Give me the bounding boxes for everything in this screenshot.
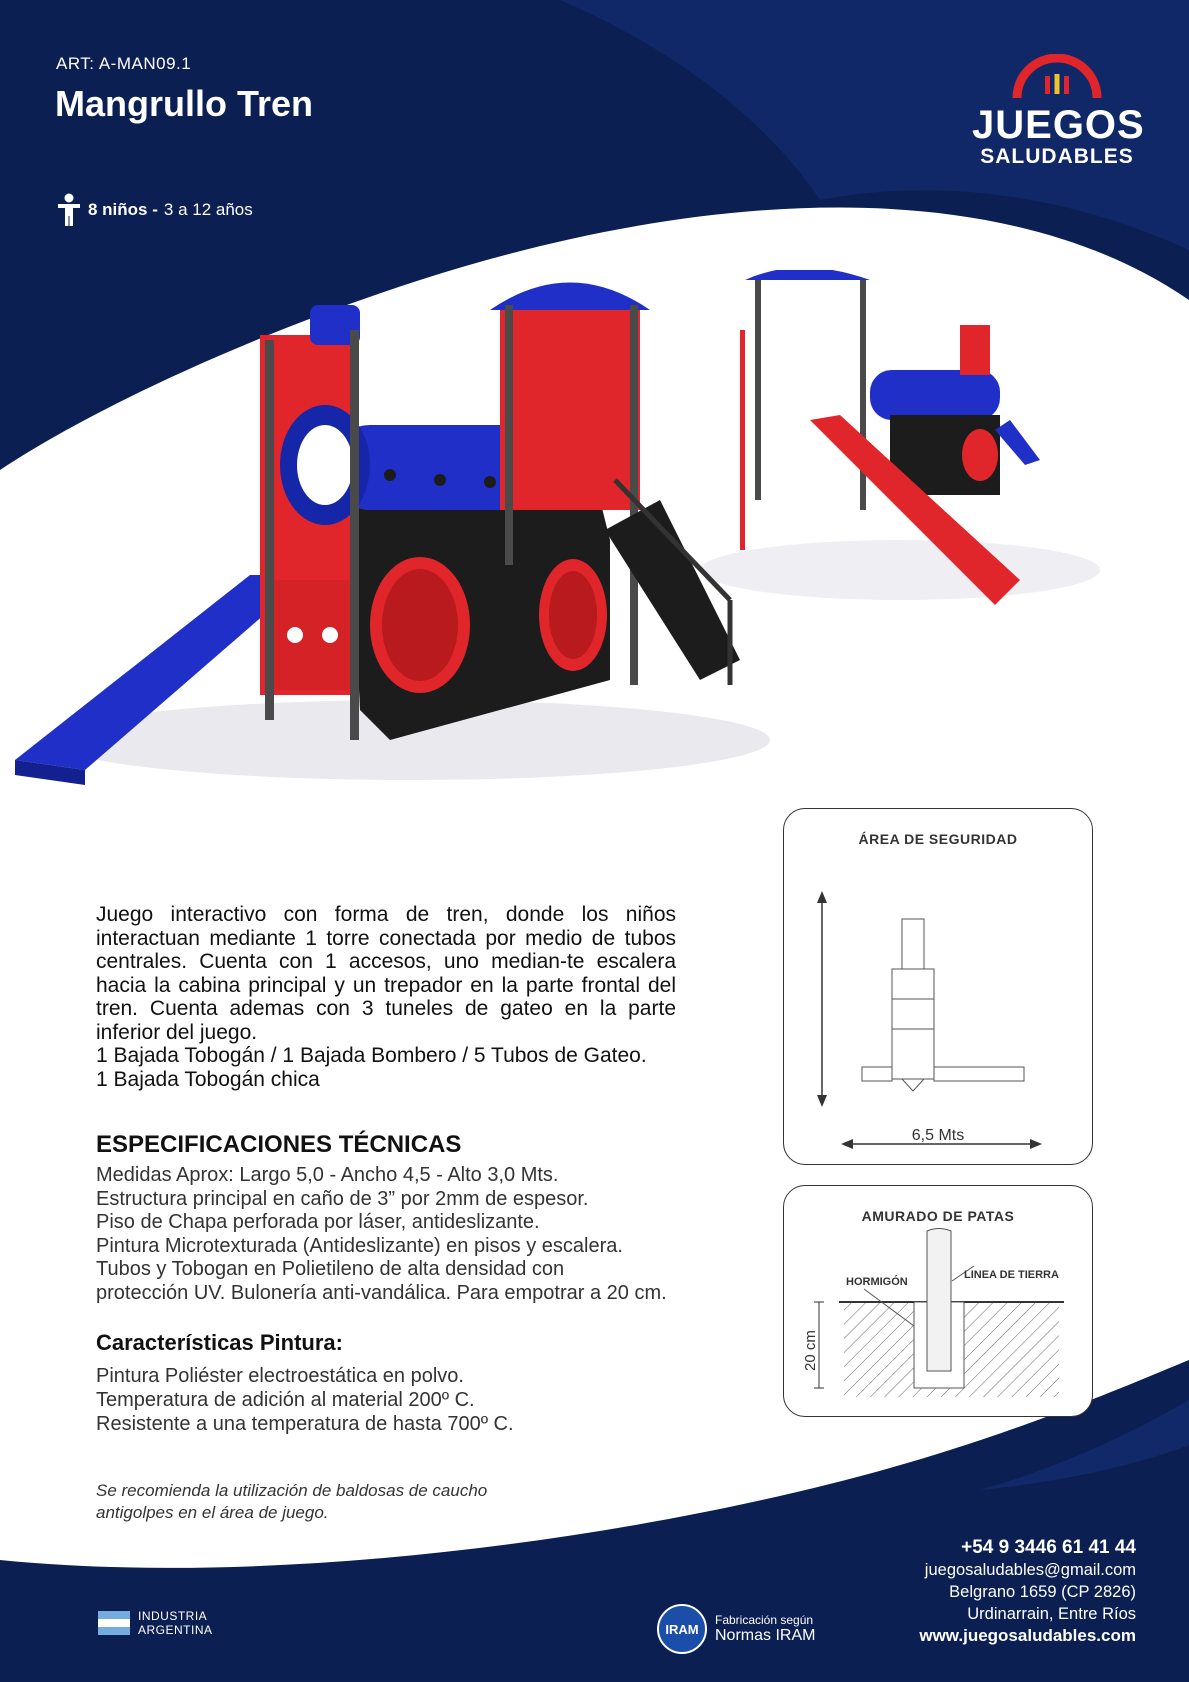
kids-count: 8 niños - bbox=[88, 200, 158, 219]
industry-badge bbox=[98, 1609, 213, 1637]
article-code bbox=[56, 54, 191, 74]
anchoring-diagram bbox=[783, 1185, 1093, 1417]
contact-info bbox=[860, 1537, 1136, 1647]
address-line-2: Urdinarrain, Entre Ríos bbox=[967, 1605, 1136, 1623]
specs-list bbox=[96, 1164, 696, 1305]
paint-list bbox=[96, 1364, 514, 1436]
spec-line: Pintura Microtexturada (Antideslizante) en pisos y escalera. bbox=[96, 1234, 623, 1257]
age-range: 3 a 12 años bbox=[163, 200, 253, 219]
product-illustration bbox=[10, 270, 1130, 830]
logo-line-1: JUEGOS bbox=[972, 103, 1145, 147]
safety-area-diagram bbox=[783, 808, 1093, 1165]
iram-logo-icon: IRAM bbox=[657, 1604, 707, 1654]
iram-badge bbox=[657, 1604, 815, 1654]
paint-heading: Características Pintura: bbox=[96, 1330, 343, 1355]
article-label: ART: bbox=[56, 54, 95, 73]
note-line-1: Se recomienda la utilización de baldosas de caucho bbox=[96, 1481, 488, 1500]
depth-label: 20 cm bbox=[802, 1330, 819, 1371]
address-line-1: Belgrano 1659 (CP 2826) bbox=[949, 1583, 1136, 1601]
logo-line-2: SALUDABLES bbox=[980, 145, 1134, 168]
brand-logo bbox=[972, 54, 1145, 169]
note-line-2: antigolpes en el área de juego. bbox=[96, 1503, 329, 1522]
safety-area-drawing bbox=[784, 809, 1092, 1164]
iram-line-1: Fabricación según bbox=[715, 1613, 814, 1627]
ground-line-label: LINEA DE TIERRA bbox=[964, 1269, 1059, 1281]
spec-line: Tubos y Tobogan en Polietileno de alta densidad con bbox=[96, 1258, 565, 1280]
anchoring-drawing bbox=[784, 1186, 1092, 1416]
spec-line: protección UV. Bulonería anti-vandálica. Para empotrar a 20 cm. bbox=[96, 1281, 667, 1304]
safety-area-title: ÁREA DE SEGURIDAD bbox=[858, 831, 1018, 847]
anchoring-title: AMURADO DE PATAS bbox=[861, 1208, 1015, 1224]
child-icon bbox=[56, 193, 82, 227]
capacity-info bbox=[56, 193, 253, 227]
argentina-flag-icon bbox=[98, 1611, 130, 1635]
safety-note bbox=[96, 1480, 487, 1524]
product-description bbox=[96, 903, 676, 1091]
safety-width-label: 6,5 Mts bbox=[911, 1127, 965, 1144]
description-paragraph: Juego interactivo con forma de tren, donde los niños interactuan mediante 1 torre conectada por medio de tubos centrales. Cuenta con 1 accesos, uno median-te escalera hacia la cabina principal y un trepador en la parte frontal del tren. Cuenta ademas con 3 tuneles de gateo en la parte inferior del juego. bbox=[96, 903, 676, 1044]
paint-line: Resistente a una temperatura de hasta 700º C. bbox=[96, 1413, 514, 1435]
website-link[interactable]: www.juegosaludables.com bbox=[919, 1626, 1136, 1645]
logo-arch-icon bbox=[1009, 54, 1105, 100]
spec-line: Estructura principal en caño de 3” por 2mm de espesor. bbox=[96, 1187, 589, 1210]
industry-line-2: ARGENTINA bbox=[138, 1623, 213, 1637]
iram-line-2: Normas IRAM bbox=[715, 1627, 816, 1644]
product-title: Mangrullo Tren bbox=[55, 83, 314, 124]
spec-line: Medidas Aprox: Largo 5,0 - Ancho 4,5 - Alto 3,0 Mts. bbox=[96, 1164, 559, 1186]
specs-heading: ESPECIFICACIONES TÉCNICAS bbox=[96, 1131, 462, 1158]
email-address[interactable]: juegosaludables@gmail.com bbox=[924, 1561, 1136, 1579]
paint-line: Pintura Poliéster electroestática en polvo. bbox=[96, 1365, 464, 1387]
article-number: A-MAN09.1 bbox=[98, 54, 192, 73]
phone-number[interactable]: +54 9 3446 61 41 44 bbox=[961, 1537, 1136, 1558]
components-line-2: 1 Bajada Tobogán chica bbox=[96, 1067, 320, 1091]
industry-line-1: INDUSTRIA bbox=[138, 1609, 208, 1623]
spec-line: Piso de Chapa perforada por láser, antideslizante. bbox=[96, 1211, 540, 1233]
paint-line: Temperatura de adición al material 200º C. bbox=[96, 1389, 475, 1411]
concrete-label: HORMIGÓN bbox=[846, 1276, 908, 1288]
components-line-1: 1 Bajada Tobogán / 1 Bajada Bombero / 5 Tubos de Gateo. bbox=[96, 1044, 647, 1067]
